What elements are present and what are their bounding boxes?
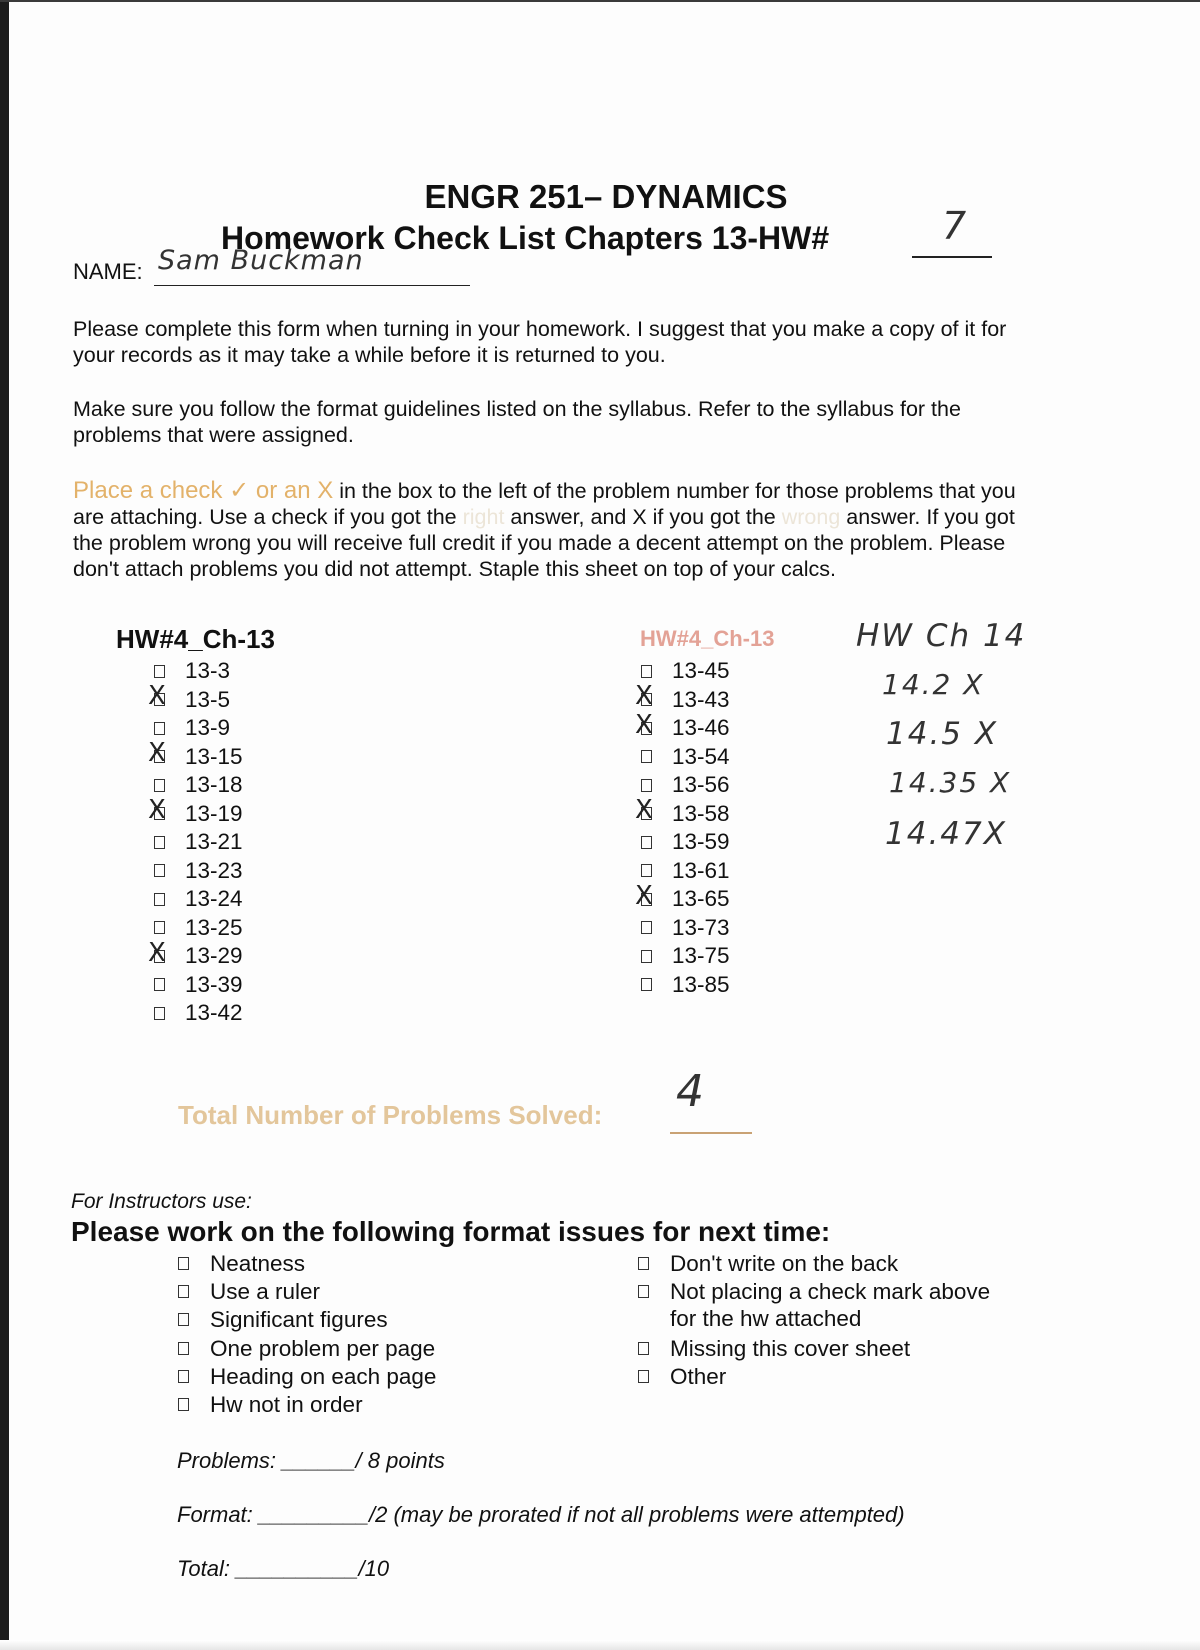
- problem-item[interactable]: [154, 885, 243, 913]
- problem-number: 13-9: [185, 715, 231, 740]
- format-issue-checkbox[interactable]: [178, 1313, 189, 1326]
- format-issue-item[interactable]: [178, 1335, 435, 1362]
- problem-checkbox[interactable]: [154, 893, 165, 906]
- problem-number: 13-29: [185, 943, 243, 968]
- handwritten-ch14-header: HW Ch 14: [856, 618, 1027, 654]
- format-issue-label: Don't write on the back: [670, 1251, 899, 1276]
- x-mark-icon: X: [148, 795, 166, 825]
- format-issue-checkbox[interactable]: [178, 1342, 189, 1355]
- handwritten-ch14-item: 14.5 X: [886, 716, 999, 752]
- format-issue-checkbox[interactable]: [178, 1285, 189, 1298]
- problem-checkbox[interactable]: [154, 978, 165, 991]
- format-issue-label: Other: [670, 1364, 727, 1389]
- problem-checkbox[interactable]: [635, 681, 653, 711]
- format-issue-checkbox[interactable]: [638, 1285, 649, 1298]
- format-score-line: Format: _________/2 (may be prorated if not all problems were attempted): [177, 1502, 905, 1527]
- problem-checkbox[interactable]: [641, 665, 652, 678]
- problem-item[interactable]: [148, 738, 243, 771]
- problem-item[interactable]: [641, 743, 730, 771]
- problem-number: 13-65: [672, 886, 730, 911]
- problem-item[interactable]: [641, 828, 730, 856]
- format-issue-label: One problem per page: [210, 1336, 436, 1361]
- hw-number-line: [912, 256, 992, 258]
- format-issue-label: Missing this cover sheet: [670, 1336, 911, 1361]
- problem-item[interactable]: [154, 999, 243, 1027]
- problem-item[interactable]: [635, 795, 730, 828]
- format-issue-item[interactable]: [178, 1278, 320, 1305]
- problems-score-line: Problems: ______/ 8 points: [177, 1448, 445, 1473]
- problem-number: 13-15: [185, 743, 243, 769]
- instruction-text: answer. If you got: [840, 505, 1015, 529]
- instruction-text: answer, and X if you got the: [504, 505, 782, 529]
- problem-checkbox[interactable]: [635, 880, 653, 911]
- problem-item[interactable]: [148, 937, 243, 970]
- x-mark-icon: X: [635, 709, 653, 740]
- problem-number: 13-75: [672, 943, 730, 968]
- problem-checkbox[interactable]: [641, 836, 652, 849]
- problem-item[interactable]: [641, 771, 730, 799]
- format-issue-item[interactable]: [178, 1250, 305, 1277]
- x-mark-icon: X: [635, 795, 653, 825]
- problem-number: 13-18: [185, 772, 243, 797]
- problem-number: 13-5: [185, 686, 231, 712]
- hw-number-value[interactable]: 7: [942, 204, 967, 248]
- problem-number: 13-23: [185, 857, 243, 883]
- format-issue-item[interactable]: [638, 1335, 910, 1362]
- right-word: right: [462, 505, 505, 529]
- problem-number: 13-85: [672, 971, 730, 997]
- problem-checkbox[interactable]: [641, 978, 652, 991]
- name-value[interactable]: Sam Buckman: [158, 245, 364, 276]
- format-issue-checkbox[interactable]: [638, 1342, 649, 1355]
- x-mark-icon: X: [148, 681, 166, 711]
- problem-item[interactable]: [641, 942, 730, 970]
- problem-item[interactable]: [154, 857, 243, 885]
- problem-checkbox[interactable]: [635, 709, 653, 740]
- problem-number: 13-19: [185, 800, 243, 826]
- problem-item[interactable]: [148, 795, 243, 828]
- scan-edge-left: [0, 0, 9, 1650]
- problem-number: 13-58: [672, 800, 730, 826]
- handwritten-ch14-item: 14.47X: [885, 816, 1007, 852]
- format-issue-label: Use a ruler: [210, 1279, 321, 1304]
- problem-number: 13-56: [672, 772, 730, 797]
- format-issues-heading: Please work on the following format issues for next time:: [71, 1216, 831, 1247]
- format-issue-label: Significant figures: [210, 1307, 388, 1332]
- format-issue-checkbox[interactable]: [178, 1370, 189, 1383]
- problem-checkbox[interactable]: [154, 921, 165, 934]
- format-issue-checkbox[interactable]: [178, 1398, 189, 1411]
- problem-number: 13-42: [185, 1000, 243, 1025]
- scan-edge-bottom: [0, 1640, 1200, 1650]
- x-mark-icon: X: [148, 738, 166, 768]
- problem-item[interactable]: [148, 681, 231, 714]
- total-problems-label: Total Number of Problems Solved:: [178, 1100, 603, 1130]
- problem-checkbox[interactable]: [635, 795, 653, 825]
- total-problems-value[interactable]: 4: [676, 1066, 704, 1117]
- problem-checkbox[interactable]: [641, 750, 652, 763]
- problem-number: 13-24: [185, 886, 243, 911]
- format-issue-item[interactable]: [638, 1250, 898, 1277]
- instruction-line: your records as it may take a while before it is returned to you.: [73, 343, 666, 367]
- problem-checkbox[interactable]: [641, 950, 652, 963]
- instruction-line: problems that were assigned.: [73, 423, 354, 447]
- course-title: ENGR 251– DYNAMICS: [424, 178, 788, 215]
- instruction-text: in the box to the left of the problem number for those problems that you: [333, 479, 1016, 503]
- problem-number: 13-54: [672, 743, 730, 769]
- problem-number: 13-59: [672, 829, 730, 854]
- total-problems-line: [670, 1132, 752, 1134]
- problem-number: 13-3: [185, 658, 231, 683]
- problem-checkbox[interactable]: [154, 836, 165, 849]
- x-mark-icon: X: [635, 681, 653, 711]
- instructions-paragraph-3: [73, 478, 1153, 582]
- handwritten-ch14-item: 14.2 X: [882, 668, 985, 701]
- problem-number: 13-61: [672, 857, 730, 883]
- problem-checkbox[interactable]: [154, 864, 165, 877]
- problem-checkbox[interactable]: [154, 722, 165, 735]
- instruction-line: the problem wrong you will receive full credit if you made a decent attempt on the problem. Please: [73, 531, 1006, 555]
- format-issue-label: Not placing a check mark above for the hw attached: [670, 1279, 991, 1331]
- format-issue-checkbox[interactable]: [178, 1257, 189, 1270]
- instructions-paragraph-2: [73, 396, 1153, 448]
- format-issue-item[interactable]: [178, 1306, 388, 1333]
- problem-number: 13-39: [185, 971, 243, 997]
- problem-number: 13-21: [185, 829, 243, 854]
- problem-item[interactable]: [635, 880, 730, 913]
- format-issue-label: Heading on each page: [210, 1364, 437, 1389]
- right-column-header: HW#4_Ch-13: [640, 626, 775, 651]
- instruction-text: are attaching. Use a check if you got the: [73, 505, 463, 529]
- problem-number: 13-45: [672, 658, 730, 683]
- instruction-line: [73, 478, 1153, 504]
- problem-item[interactable]: [154, 971, 243, 999]
- checklist-subtitle: Homework Check List Chapters 13-HW#: [221, 220, 830, 256]
- wrong-word: wrong: [781, 505, 841, 529]
- problem-item[interactable]: [635, 681, 730, 714]
- problem-checkbox[interactable]: [148, 681, 166, 711]
- scan-edge-top: [0, 0, 1200, 2]
- problem-checkbox[interactable]: [641, 864, 652, 877]
- instruction-line: don't attach problems you did not attempt. Staple this sheet on top of your calcs.: [73, 557, 837, 581]
- problem-checkbox[interactable]: [641, 921, 652, 934]
- problem-item[interactable]: [154, 914, 243, 942]
- format-issue-checkbox[interactable]: [638, 1257, 649, 1270]
- problem-item[interactable]: [635, 709, 730, 742]
- problem-checkbox[interactable]: [154, 779, 165, 792]
- name-line: [154, 285, 470, 286]
- handwritten-ch14-item: 14.35 X: [889, 766, 1012, 799]
- problem-item[interactable]: [641, 657, 730, 685]
- format-issue-checkbox[interactable]: [638, 1370, 649, 1383]
- problem-item[interactable]: [641, 914, 730, 942]
- problem-checkbox[interactable]: [148, 937, 166, 968]
- format-issue-label: Hw not in order: [210, 1392, 363, 1417]
- instruction-line: Please complete this form when turning in your homework. I suggest that you make a copy of it for: [73, 317, 1007, 341]
- instructions-paragraph-1: [73, 316, 1153, 368]
- format-issue-item[interactable]: [178, 1391, 363, 1418]
- problem-checkbox[interactable]: [154, 665, 165, 678]
- total-score-line: Total: __________/10: [177, 1556, 390, 1581]
- format-issue-item[interactable]: [638, 1278, 990, 1332]
- name-label: NAME:: [73, 259, 143, 284]
- problem-number: 13-46: [672, 715, 730, 740]
- problem-checkbox[interactable]: [154, 1007, 165, 1020]
- format-issue-item[interactable]: [638, 1363, 726, 1390]
- problem-checkbox[interactable]: [641, 779, 652, 792]
- problem-item[interactable]: [154, 771, 243, 799]
- problem-number: 13-73: [672, 914, 730, 940]
- x-mark-icon: X: [635, 880, 653, 911]
- instruction-line: [73, 504, 1153, 530]
- problem-item[interactable]: [641, 857, 730, 885]
- problem-checkbox[interactable]: [148, 795, 166, 825]
- problem-item[interactable]: [641, 971, 730, 999]
- left-column-header: HW#4_Ch-13: [116, 624, 275, 654]
- problem-checkbox[interactable]: [148, 738, 166, 768]
- problem-number: 13-25: [185, 914, 243, 940]
- problem-item[interactable]: [154, 828, 243, 856]
- format-issue-item[interactable]: [178, 1363, 436, 1390]
- x-mark-icon: X: [148, 937, 166, 968]
- format-issue-label: Neatness: [210, 1251, 306, 1276]
- problem-number: 13-43: [672, 686, 730, 712]
- check-or-x-highlight: Place a check ✓ or an X: [73, 477, 334, 504]
- instructors-use-label: For Instructors use:: [71, 1190, 252, 1213]
- instruction-line: Make sure you follow the format guidelines listed on the syllabus. Refer to the syllabus for the: [73, 397, 961, 421]
